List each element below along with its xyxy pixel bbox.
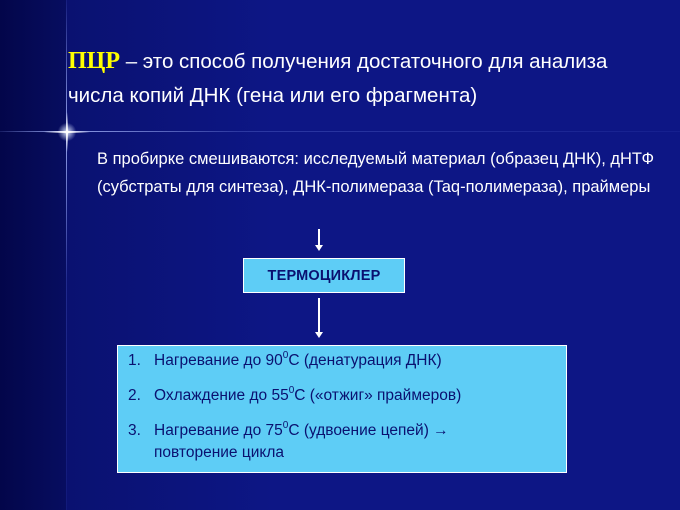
step-item bbox=[124, 420, 566, 464]
step-text-after: С (денатурация ДНК) bbox=[288, 352, 442, 369]
left-decor-band bbox=[0, 0, 66, 510]
step-continuation: повторение цикла bbox=[154, 444, 284, 461]
slide-title bbox=[68, 44, 668, 113]
title-abbreviation: ПЦР bbox=[68, 48, 120, 74]
step-text-after: С («отжиг» праймеров) bbox=[294, 387, 462, 404]
step-text: Нагревание до 75 bbox=[154, 422, 283, 439]
intro-text: В пробирке смешиваются: исследуемый материал (образец ДНК), дНТФ (субстраты для синтеза), ДНК-полимераза (Taq-полимераза), праймеры bbox=[97, 150, 654, 196]
pcr-steps-box bbox=[117, 345, 567, 473]
step-number: 3. bbox=[128, 422, 141, 439]
thermocycler-label: ТЕРМОЦИКЛЕР bbox=[267, 267, 381, 284]
down-arrow-icon bbox=[315, 229, 323, 251]
down-arrow-icon bbox=[315, 298, 323, 338]
horizontal-accent-line bbox=[0, 131, 680, 132]
step-superscript: 0 bbox=[288, 384, 295, 396]
vertical-accent-line bbox=[66, 0, 67, 510]
thermocycler-box bbox=[243, 258, 405, 293]
step-number: 2. bbox=[128, 387, 141, 404]
title-definition: – это способ получения достаточного для анализа числа копий ДНК (гена или его фрагмента) bbox=[68, 50, 608, 107]
step-text-after: С (удвоение цепей) bbox=[288, 422, 434, 439]
step-text: Охлаждение до 55 bbox=[154, 387, 289, 404]
step-item bbox=[124, 385, 566, 407]
step-text: Нагревание до 90 bbox=[154, 352, 283, 369]
step-superscript: 0 bbox=[282, 419, 289, 431]
step-item bbox=[124, 350, 566, 372]
step-superscript: 0 bbox=[282, 349, 289, 361]
sparkle-ray-vertical bbox=[66, 112, 68, 152]
right-arrow-icon: → bbox=[433, 422, 449, 439]
step-number: 1. bbox=[128, 352, 141, 369]
